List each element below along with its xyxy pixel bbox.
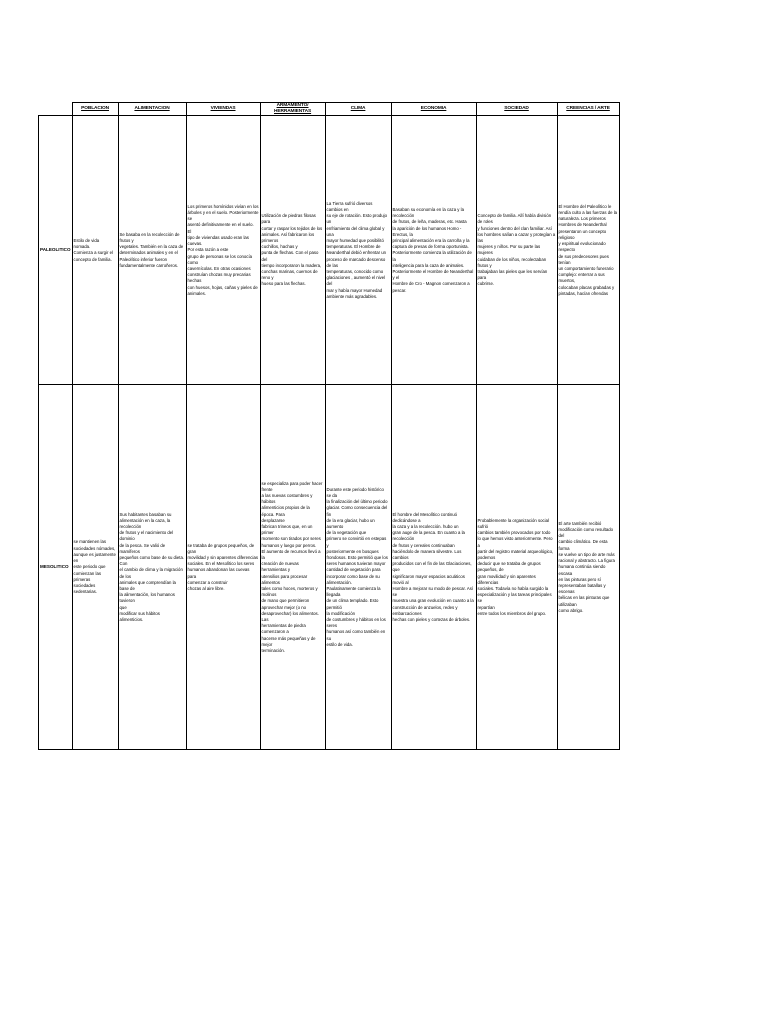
table-row-paleolitico [39, 116, 620, 385]
cell-viviendas: se trataba de grupos pequeños, de gran movilidad y sin aparentes diferencias sociales. En el Mesolítico los seres humanos abandonan las cuevas para comenzar a construir chozas al aire libre. [186, 385, 260, 750]
cell-sociedad: Concepto de familia. Allí había división de roles y funciones dentro del clan familiar. Así los hombres salían a cazar y protegían a las mujeres y niños. Por su parte las mujeres cuidaban de los niños, recolectaban frutos y trabajaban las pieles que les servían para cubrirse. [476, 116, 557, 385]
header-creencias: CREENCIAS / ARTE [557, 103, 619, 116]
period-label: PALEOLITICO [39, 116, 73, 385]
spreadsheet [38, 102, 620, 750]
header-sociedad: SOCIEDAD [476, 103, 557, 116]
cell-economia: El hombre del Mesolítico continuó dedicándose a la caza y a la recolección. hubo un gran auge de la pesca. En cuanto a la recolección de frutos y cereales continuaban haciéndolo de manera silvestre. Los cambios producidos con el fin de las Glaciaciones, que significaron mayor espacios acuáticos movió al Hombre a mejorar su modo de pescar. Así se muestra una gran evolución en cuanto a la construcción de anzuelos, redes y embarcaciones hechas con pieles y cortezas de árboles. [391, 385, 476, 750]
cell-alimentacion: Se basaba en la recolección de frutos y vegetales. También en la caza de determinados animales y en el Paleolítico inferior fueron fundamentalmente carroñeros. [118, 116, 186, 385]
header-armamento: ARMAMENTO/ HERRAMIENTAS [260, 103, 325, 116]
header-clima: CLIMA [325, 103, 391, 116]
corner-cell [39, 103, 73, 116]
header-alimentacion: ALIMENTACION [118, 103, 186, 116]
cell-poblacion: se mantienen las sociedades nómades, aunque es justamente en este periodo que comienzan las primeras sociedades sedentarias. [72, 385, 118, 750]
cell-creencias: El arte también recibió modificación como resultado del cambio climático. De esta forma se vuelve un tipo de arte más racional y abstracto. La figura humana continúa siendo escasa en las pinturas pero sí representaban batallas y escenas bélicas en las pinturas que utilizaban como abrigo. [557, 385, 619, 750]
cell-armamento: se especializa para poder hacer frente a las nuevas costumbres y hábitos alimenticios propios de la época. Para desplazarse fabrican trineos que, en un primer momento son tirados por seres humanos y luego por perros. El aumento de recursos llevó a la creación de nuevas herramientas y utensilios para procesar alimentos tales como hoces, morteros y molinos de mano que permitieron aprovechar mejor (o no desaprovechar) los alimentos. Las herramientas de piedra comenzaron a hacerse más pequeñas y de mejor terminación. [260, 385, 325, 750]
cell-clima: La Tierra sufrió diversos cambios en su eje de rotación. Esto produjo un enfriamiento del clima global y una mayor humedad que posibilitó temperaturas. El Hombre de Neanderthal debió enfrentar un proceso de marcado descenso de las temperaturas, conocido como glaciaciones , aumentó el nivel del mar y había mayor Humedad ambiente más agradables. [325, 116, 391, 385]
cell-viviendas: Los primeros homínidos vivían en los árboles y en el suelo. Posteriormente se asentó definitivamente en el suelo. El tipo de viviendas usado eran las cuevas. Por esta razón a este grupo de personas se los conocía como cavernícolas. En otras ocasiones construían chozas muy precarias hechas con huesos, hojas, cañas y pieles de animales. [186, 116, 260, 385]
history-table [38, 102, 620, 750]
cell-sociedad: Probablemente la organización social sufrió cambios también provocados por todo lo que hemos visto anteriormente. Pero a partir del registro material arqueológico, podemos deducir que se trataba de grupos pequeños, de gran movilidad y sin aparentes diferencias sociales. Todavía no había surgido la especialización y las tareas principales se repartían entre todos los miembros del grupo. [476, 385, 557, 750]
header-row [39, 103, 620, 116]
header-economia: ECONOMIA [391, 103, 476, 116]
cell-armamento: Utilización de piedras filosas para cortar y raspar los tejidos de los animales. Así fabricaron los primeros cuchillos, hachas y punta de flechas. Con el paso del tiempo incorporaron la madera, conchas marinas, cuernos de reno y hueso para las flechas. [260, 116, 325, 385]
cell-economia: Basaban su economía en la caza y la recolección de frutos, de leña, maderas, etc. Hasta la aparición de los humanos Homo - Erectus, la principal alimentación era la carroña y la captura de presas de forma oportunista. Posteriormente comienza la utilización de la inteligencia para la caza de animales. Posteriormente el Hombre de Neanderthal y el Hombre de Cro - Magnon comenzaron a pescar. [391, 116, 476, 385]
cell-poblacion: Estilo de vida nomada. Comienza a surgir el concepto de familia. [72, 116, 118, 385]
period-label: MESOLITICO [39, 385, 73, 750]
cell-alimentacion: Sus habitantes basaban su alimentación en la caza, la recolección de frutos y el nacimiento del dominio de la pesca. Se valió de mamíferos pequeños como base de su dieta. Con el cambio de clima y la migración de los animales que comprendían la base de la alimentación, los humanos tuvieron que modificar sus hábitos alimenticios. [118, 385, 186, 750]
header-poblacion: POBLACION [72, 103, 118, 116]
table-row-mesolitico [39, 385, 620, 750]
cell-clima: Durante este periodo histórico se da la finalización del último periodo glaciar. Como consecuencia del fin de la era glaciar, hubo un aumento de la vegetación que primero se convirtió en estepas y posteriormente en bosques frondosos. Esto permitió que los seres humanos tuvieran mayor cantidad de vegetación para incorporar como base de su alimentación. Paulatinamente comienza la llegada de un clima templado. Esto permitió la modificación de costumbres y hábitos en los seres humanos así como también en su estilo de vida. [325, 385, 391, 750]
cell-creencias: El Hombre del Paleolítico le rendía culto a las fuerzas de la naturaleza. Los primeros Hombres de Neanderthal presentaron un concepto religioso y espiritual evolucionado respecto de sus predecesores pues tenían un comportamiento funerario complejo: enterrar a sus muertos, colocaban placas grabadas y pintadas, hacían ofrendas [557, 116, 619, 385]
header-viviendas: VIVIENDAS [186, 103, 260, 116]
